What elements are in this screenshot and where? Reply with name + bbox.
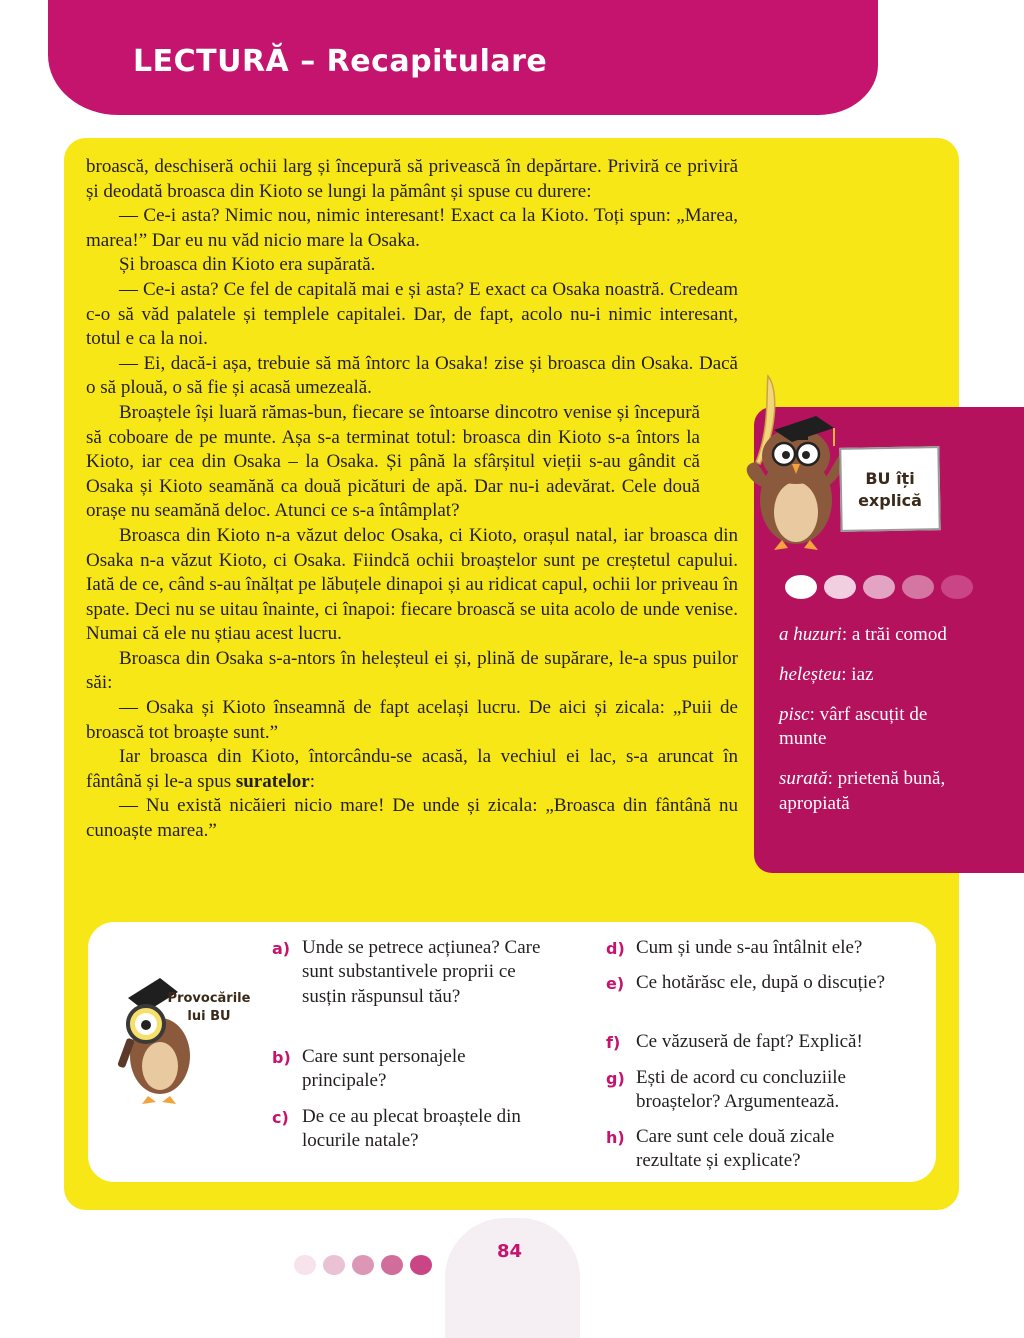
glossary-definition: : prietenă bună, apropiată	[779, 768, 946, 814]
story-paragraph: — Osaka și Kioto înseamnă de fapt același lucru. De aici și zicala: „Puii de broască tot broaște sunt.”	[86, 697, 738, 743]
question-letter: g)	[606, 1069, 625, 1088]
question-letter: h)	[606, 1128, 625, 1147]
dot	[824, 575, 856, 599]
story-paragraph	[86, 745, 738, 794]
question-text: Unde se petrece acțiunea? Care sunt substantivele proprii ce susțin răspunsul tău?	[302, 937, 541, 1007]
story-paragraph: — Ce-i asta? Nimic nou, nimic interesant! Exact ca la Kioto. Toți spun: „Marea, marea!” Dar eu nu văd nicio mare la Osaka.	[86, 205, 738, 251]
glossary-definition: : iaz	[841, 663, 874, 685]
story-text-span: Iar broasca din Kioto, întorcându-se acasă, la vechiul ei lac, s-a aruncat în fântână și le-a spus	[86, 746, 738, 792]
story-paragraph: broască, deschiseră ochii larg și începură să privească în depărtare. Priviră ce priviră și deodată broasca din Kioto se lungi la pământ și spuse cu durere:	[86, 156, 738, 202]
question-letter: f)	[606, 1033, 621, 1052]
question-item	[606, 936, 916, 961]
dot	[294, 1255, 316, 1275]
glossary-entry	[779, 703, 979, 752]
page-title: LECTURĂ – Recapitulare	[133, 44, 548, 79]
page-number: 84	[497, 1241, 523, 1262]
story-paragraph: Broasca din Osaka s-a-ntors în heleșteul ei și, plină de supărare, le-a spus puilor săi:	[86, 647, 738, 694]
dot	[352, 1255, 374, 1275]
question-item	[606, 1125, 896, 1174]
question-text: Care sunt cele două zicale rezultate și explicate?	[636, 1126, 835, 1172]
question-letter: b)	[272, 1048, 291, 1067]
bu-sign-line: BU îți	[865, 469, 915, 488]
question-item	[272, 1105, 562, 1154]
dot	[410, 1255, 432, 1275]
glossary-entry	[779, 623, 979, 647]
question-text: Ești de acord cu concluziile broaștelor? Argumentează.	[636, 1067, 846, 1113]
glossary-term: surată	[779, 768, 828, 790]
question-text: Cum și unde s-au întâlnit ele?	[636, 937, 863, 958]
dot	[863, 575, 895, 599]
question-letter: d)	[606, 939, 625, 958]
story-paragraph: — Ei, dacă-i așa, trebuie să mă întorc la Osaka! zise și broasca din Osaka. Dacă o să plouă, o să fie și acasă umezeală.	[86, 352, 738, 399]
story-paragraph: Broaștele își luară rămas-bun, fiecare se întoarse dincotro venise și începură să coboare de pe munte. Așa s-a terminat totul: broasca din Kioto s-a întors la Kioto, iar cea din Osaka – la Osaka. Și până la sfârșitul vieții s-au gândit că Osaka și Kioto seamănă ca două picături de apă. Dar nu-i adevărat. Cele două orașe nu seamănă deloc. Atunci ce s-a întâmplat?	[86, 401, 700, 522]
glossary-term: heleșteu	[779, 663, 842, 685]
story-paragraph: — Ce-i asta? Ce fel de capitală mai e și asta? E exact ca Osaka noastră. Credeam c-o să văd palatele și templele capitalei. Dar, de fapt, acolo nu-i nimic interesant, totul e ca la noi.	[86, 278, 738, 350]
question-letter: e)	[606, 974, 625, 993]
glossary-entry	[779, 767, 979, 816]
story-paragraph: Broasca din Kioto n-a văzut deloc Osaka, ci Kioto, orașul natal, iar broasca din Osaka n-a văzut Kioto, ci Osaka. Fiindcă ochii broaștelor sunt pe creștetul capului. Iată de ce, când s-au înălțat pe lăbuțele dinapoi și au ridicat capul, ochii lor priveau în spate. Deci nu se uitau înainte, ci înapoi: fiecare broască se uita acolo de unde venise. Numai că ele nu știau acest lucru.	[86, 524, 738, 645]
challenges-line: lui BU	[187, 1009, 231, 1024]
story-text	[86, 155, 738, 844]
challenges-line: Provocările	[167, 991, 251, 1006]
question-letter: a)	[272, 939, 291, 958]
glossary-definition: : a trăi comod	[841, 624, 947, 645]
story-paragraph: Și broasca din Kioto era supărată.	[119, 254, 376, 276]
dot	[785, 575, 817, 599]
question-item	[272, 936, 562, 1009]
question-text: Care sunt personajele principale?	[302, 1046, 466, 1092]
glossary-list	[779, 623, 979, 831]
dot	[323, 1255, 345, 1275]
story-paragraph: — Nu există nicăieri nicio mare! De unde și zicala: „Broasca din fântână nu cunoaște marea.”	[86, 795, 738, 842]
decorative-dots	[785, 575, 973, 599]
glossary-word: suratelor	[235, 770, 310, 792]
question-item	[606, 971, 886, 996]
bu-explains-label	[848, 468, 932, 512]
glossary-term: a huzuri	[779, 624, 842, 645]
challenges-label	[164, 990, 254, 1026]
question-text: Ce hotărăsc ele, după o discuție?	[636, 972, 886, 993]
question-item	[606, 1030, 916, 1055]
story-text-span: :	[309, 770, 315, 792]
question-text: Ce văzuseră de fapt? Explică!	[636, 1031, 863, 1052]
dot	[381, 1255, 403, 1275]
question-letter: c)	[272, 1108, 289, 1127]
glossary-term: pisc	[779, 703, 810, 725]
footer-dots	[294, 1255, 432, 1275]
dot	[941, 575, 973, 599]
question-item	[272, 1045, 562, 1094]
glossary-definition: : vârf ascuțit de munte	[779, 703, 928, 750]
dot	[902, 575, 934, 599]
question-item	[606, 1066, 906, 1115]
bu-sign-line: explică	[858, 491, 922, 510]
glossary-entry	[779, 663, 979, 687]
page-number-background	[445, 1218, 580, 1338]
question-text: De ce au plecat broaștele din locurile natale?	[302, 1106, 521, 1152]
